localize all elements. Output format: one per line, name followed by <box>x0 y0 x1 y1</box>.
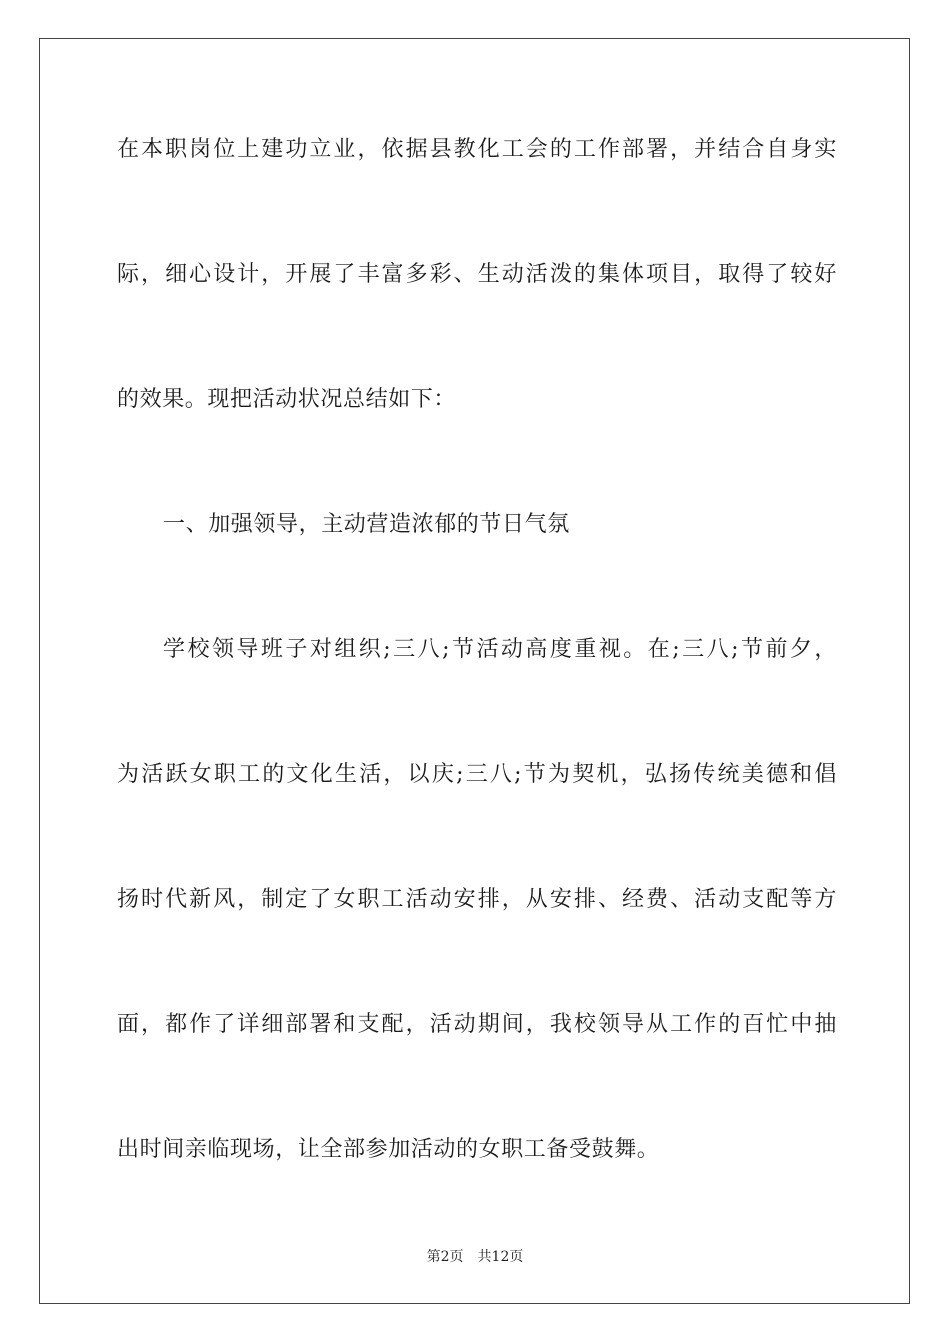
paragraph-line-6: 扬时代新风，制定了女职工活动安排，从安排、经费、活动支配等方 <box>117 887 837 912</box>
paragraph-line-7: 面，都作了详细部署和支配，活动期间，我校领导从工作的百忙中抽 <box>117 1012 837 1037</box>
paragraph-line-2: 际，细心设计，开展了丰富多彩、生动活泼的集体项目，取得了较好 <box>117 262 837 287</box>
paragraph-line-5: 为活跃女职工的文化生活，以庆;三八;节为契机，弘扬传统美德和倡 <box>117 762 837 787</box>
paragraph-line-4: 学校领导班子对组织;三八;节活动高度重视。在;三八;节前夕， <box>163 637 837 662</box>
paragraph-line-1: 在本职岗位上建功立业，依据县教化工会的工作部署，并结合自身实 <box>117 137 837 162</box>
paragraph-line-3: 的效果。现把活动状况总结如下： <box>117 387 457 412</box>
page-number-footer: 第2页 共12页 <box>426 1249 524 1265</box>
page-border <box>39 38 910 1304</box>
paragraph-line-8: 出时间亲临现场，让全部参加活动的女职工备受鼓舞。 <box>117 1137 660 1162</box>
section-heading: 一、加强领导，主动营造浓郁的节日气氛 <box>163 512 570 537</box>
